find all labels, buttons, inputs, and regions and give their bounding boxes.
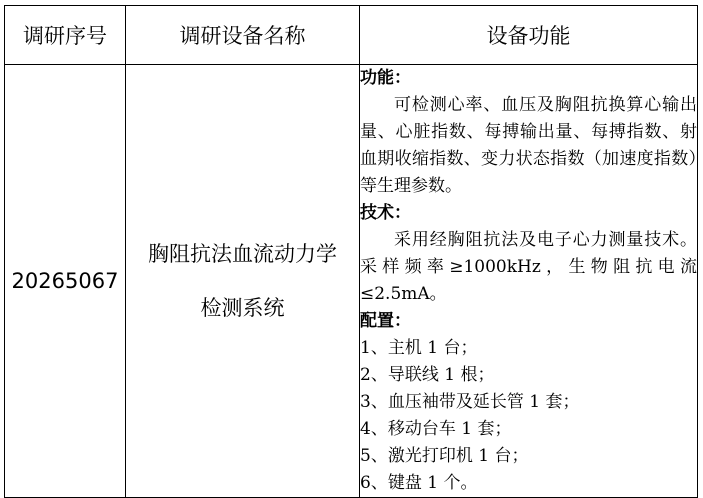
- table-row: [5, 65, 698, 498]
- equipment-name-line-2: 检测系统: [200, 296, 285, 320]
- config-section-title: 配置：: [360, 311, 411, 331]
- function-section-text: 可检测心率、血压及胸阻抗换算心输出量、心脏指数、每搏输出量、每搏指数、射血期收缩指数、变力状态指数（加速度指数）等生理参数。: [360, 95, 697, 196]
- header-equipment-function: 设备功能: [360, 6, 698, 65]
- config-item: 5、激光打印机 1 台；: [360, 446, 529, 466]
- tech-section-title: 技术：: [360, 203, 411, 223]
- equipment-name-line-1: 胸阻抗法血流动力学: [148, 242, 337, 266]
- header-equipment-name: 调研设备名称: [126, 6, 360, 65]
- header-row: [5, 6, 698, 65]
- config-item: 1、主机 1 台；: [360, 338, 478, 358]
- tech-section-text: 采用经胸阻抗法及电子心力测量技术。采样频率≥1000kHz，生物阻抗电流≤2.5mA。: [360, 230, 697, 304]
- header-survey-number: 调研序号: [5, 6, 126, 65]
- equipment-function-cell: [360, 65, 698, 498]
- config-item: 4、移动台车 1 套；: [360, 419, 512, 439]
- config-item: 6、键盘 1 个。: [360, 473, 478, 493]
- config-item: 3、血压袖带及延长管 1 套；: [360, 392, 580, 412]
- function-section-title: 功能：: [360, 68, 411, 88]
- survey-number-cell: 20265067: [5, 65, 126, 498]
- equipment-table: [4, 5, 698, 498]
- config-item: 2、导联线 1 根；: [360, 365, 495, 385]
- equipment-name-cell: [126, 65, 360, 498]
